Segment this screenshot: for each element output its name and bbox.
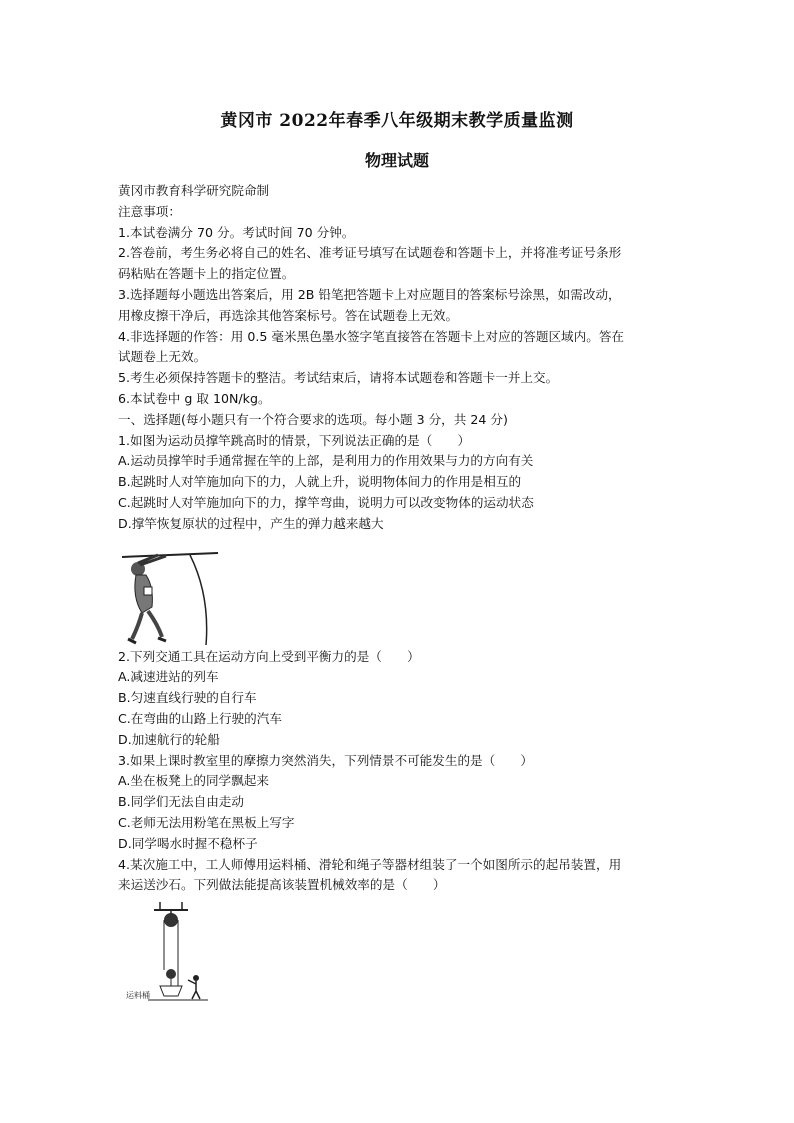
option-d: D.撑竿恢复原状的过程中，产生的弹力越来越大: [118, 515, 384, 531]
question-stem: 4.某次施工中，工人师傅用运料桶、滑轮和绳子等器材组装了一个如图所示的起吊装置，用: [118, 856, 622, 872]
exam-title: 黄冈市 2022年春季八年级期末教学质量监测: [220, 111, 574, 131]
option-d: D.加速航行的轮船: [118, 731, 220, 747]
note-line: 3.选择题每小题选出答案后，用 2B 铅笔把答题卡上对应题目的答案标号涂黑，如需改动，: [118, 286, 621, 302]
question-stem: 2.下列交通工具在运动方向上受到平衡力的是（ ）: [118, 648, 420, 664]
option-d: D.同学喝水时握不稳杯子: [118, 835, 258, 851]
option-a: A.坐在板凳上的同学飘起来: [118, 773, 269, 789]
question-stem-continued: 来运送沙石。下列做法能提高该装置机械效率的是（ ）: [118, 877, 446, 893]
option-b: B.同学们无法自由走动: [118, 794, 244, 810]
pole-vaulter-illustration: [118, 535, 228, 647]
note-line: 5.考生必须保持答题卡的整洁。考试结束后，请将本试题卷和答题卡一并上交。: [118, 370, 559, 386]
note-line: 1.本试卷满分 70 分。考试时间 70 分钟。: [118, 224, 355, 240]
note-line: 2.答卷前，考生务必将自己的姓名、准考证号填写在试题卷和答题卡上，并将准考证号条形: [118, 245, 622, 261]
exam-body: [118, 181, 683, 1016]
option-a: A.运动员撑竿时手通常握在竿的上部，是利用力的作用效果与力的方向有关: [118, 453, 534, 469]
option-c: C.在弯曲的山路上行驶的汽车: [118, 710, 282, 726]
option-b: B.起跳时人对竿施加向下的力，人就上升，说明物体间力的作用是相互的: [118, 474, 522, 490]
author-line: 黄冈市教育科学研究院命制: [118, 183, 270, 198]
note-line: 用橡皮擦干净后，再选涂其他答案标号。答在试题卷上无效。: [118, 307, 459, 323]
note-line: 4.非选择题的作答：用 0.5 毫米黑色墨水签字笔直接答在答题卡上对应的答题区域内。答在: [118, 328, 625, 344]
pole-vault-figure: [118, 535, 683, 647]
question-stem: 1.如图为运动员撑竿跳高时的情景，下列说法正确的是（ ）: [118, 432, 471, 448]
section-heading: 一、选择题(每小题只有一个符合要求的选项。每小题 3 分，共 24 分): [118, 411, 508, 427]
option-a: A.减速进站的列车: [118, 669, 219, 685]
option-b: B.匀速直线行驶的自行车: [118, 690, 257, 706]
question-stem: 3.如果上课时教室里的摩擦力突然消失，下列情景不可能发生的是（ ）: [118, 752, 534, 768]
notes-heading: 注意事项：: [118, 203, 181, 219]
pulley-figure: [118, 896, 683, 1016]
exam-subtitle: 物理试题: [364, 151, 429, 170]
figure-label: 运料桶: [126, 991, 150, 1001]
option-c: C.老师无法用粉笔在黑板上写字: [118, 814, 295, 830]
note-line: 码粘贴在答题卡上的指定位置。: [118, 266, 295, 282]
note-line: 试题卷上无效。: [118, 349, 207, 365]
pulley-hoist-illustration: [118, 896, 228, 1016]
option-c: C.起跳时人对竿施加向下的力，撑竿弯曲，说明力可以改变物体的运动状态: [118, 494, 534, 510]
note-line: 6.本试卷中 g 取 10N/kg。: [118, 390, 271, 406]
